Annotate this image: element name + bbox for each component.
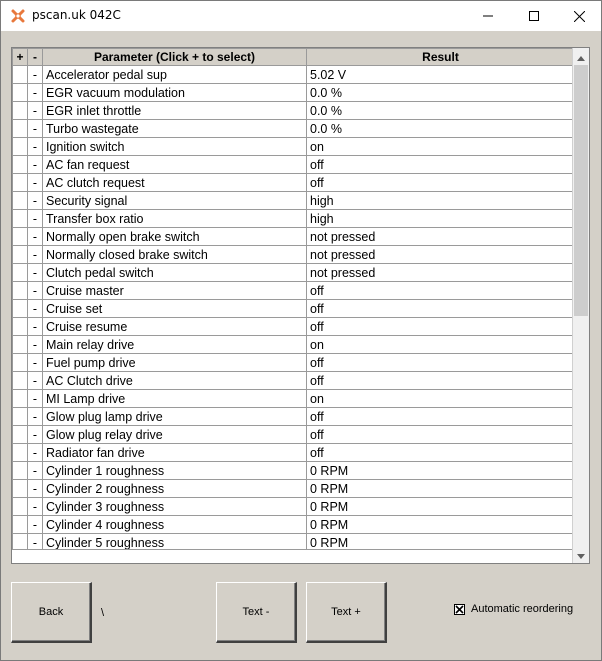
minus-cell[interactable]: - (28, 318, 43, 336)
plus-cell[interactable] (13, 336, 28, 354)
plus-cell[interactable] (13, 210, 28, 228)
table-row[interactable] (13, 174, 575, 192)
parameter-cell: Cruise set (43, 300, 307, 318)
table-row[interactable] (13, 462, 575, 480)
checkbox-x-icon (455, 605, 464, 614)
maximize-button[interactable] (511, 1, 557, 31)
header-parameter[interactable]: Parameter (Click + to select) (43, 49, 307, 66)
result-cell: 0.0 % (307, 120, 575, 138)
parameter-cell: AC fan request (43, 156, 307, 174)
table-row[interactable] (13, 444, 575, 462)
minus-cell[interactable]: - (28, 372, 43, 390)
automatic-reordering-checkbox[interactable] (454, 604, 465, 615)
window-title: pscan.uk 042C (32, 8, 121, 22)
result-cell: off (307, 156, 575, 174)
plus-cell[interactable] (13, 462, 28, 480)
text-plus-button[interactable]: Text + (306, 582, 387, 643)
result-cell: off (307, 408, 575, 426)
result-cell: 0 RPM (307, 534, 575, 552)
result-cell: off (307, 300, 575, 318)
plus-cell[interactable] (13, 318, 28, 336)
scroll-up-icon (577, 48, 585, 66)
plus-cell[interactable] (13, 516, 28, 534)
parameter-cell: Radiator fan drive (43, 444, 307, 462)
table-row[interactable] (13, 264, 575, 282)
parameter-cell: AC clutch request (43, 174, 307, 192)
minimize-button[interactable] (465, 1, 511, 31)
vertical-scrollbar[interactable] (572, 48, 589, 563)
result-cell: on (307, 336, 575, 354)
parameter-table (12, 48, 575, 552)
table-row[interactable] (13, 516, 575, 534)
header-minus[interactable]: - (28, 49, 43, 66)
plus-cell[interactable] (13, 390, 28, 408)
parameter-cell: Normally closed brake switch (43, 246, 307, 264)
table-row[interactable] (13, 84, 575, 102)
result-cell: 0 RPM (307, 480, 575, 498)
scroll-up-button[interactable] (573, 48, 589, 65)
minus-cell[interactable]: - (28, 138, 43, 156)
table-row[interactable] (13, 246, 575, 264)
back-button[interactable]: Back (11, 582, 92, 643)
minimize-icon (483, 11, 493, 21)
minus-cell[interactable]: - (28, 264, 43, 282)
minus-cell[interactable]: - (28, 282, 43, 300)
table-row[interactable] (13, 66, 575, 84)
minus-cell[interactable]: - (28, 210, 43, 228)
parameter-cell: EGR vacuum modulation (43, 84, 307, 102)
result-cell: not pressed (307, 228, 575, 246)
minus-cell[interactable]: - (28, 408, 43, 426)
plus-cell[interactable] (13, 84, 28, 102)
close-button[interactable] (556, 1, 602, 31)
maximize-icon (529, 11, 539, 21)
plus-cell[interactable] (13, 138, 28, 156)
table-row[interactable] (13, 102, 575, 120)
parameter-cell: Fuel pump drive (43, 354, 307, 372)
result-cell: 0.0 % (307, 84, 575, 102)
table-row[interactable] (13, 498, 575, 516)
grid-footer-strip (12, 549, 574, 563)
table-row[interactable] (13, 156, 575, 174)
result-cell: off (307, 318, 575, 336)
table-row[interactable] (13, 138, 575, 156)
plus-cell[interactable] (13, 480, 28, 498)
table-row[interactable] (13, 120, 575, 138)
minus-cell[interactable]: - (28, 462, 43, 480)
result-cell: off (307, 426, 575, 444)
minus-cell[interactable]: - (28, 480, 43, 498)
parameter-cell: Cylinder 1 roughness (43, 462, 307, 480)
scroll-down-icon (577, 546, 585, 564)
plus-cell[interactable] (13, 228, 28, 246)
parameter-grid (11, 47, 590, 564)
text-minus-button[interactable]: Text - (216, 582, 297, 643)
result-cell: 0 RPM (307, 462, 575, 480)
plus-cell[interactable] (13, 444, 28, 462)
plus-cell[interactable] (13, 300, 28, 318)
plus-cell[interactable] (13, 282, 28, 300)
status-separator: \ (101, 607, 105, 619)
table-row[interactable] (13, 372, 575, 390)
result-cell: off (307, 354, 575, 372)
header-plus[interactable]: + (13, 49, 28, 66)
minus-cell[interactable]: - (28, 66, 43, 84)
parameter-cell: Glow plug relay drive (43, 426, 307, 444)
table-row[interactable] (13, 300, 575, 318)
parameter-cell: MI Lamp drive (43, 390, 307, 408)
parameter-cell: AC Clutch drive (43, 372, 307, 390)
minus-cell[interactable]: - (28, 120, 43, 138)
minus-cell[interactable]: - (28, 336, 43, 354)
automatic-reordering-option[interactable] (454, 603, 573, 615)
parameter-cell: Cylinder 3 roughness (43, 498, 307, 516)
parameter-cell: Cylinder 4 roughness (43, 516, 307, 534)
plus-cell[interactable] (13, 426, 28, 444)
parameter-cell: Normally open brake switch (43, 228, 307, 246)
minus-cell[interactable]: - (28, 426, 43, 444)
result-cell: 0 RPM (307, 516, 575, 534)
result-cell: 0.0 % (307, 102, 575, 120)
plus-cell[interactable] (13, 246, 28, 264)
result-cell: off (307, 372, 575, 390)
table-row[interactable] (13, 318, 575, 336)
minus-cell[interactable]: - (28, 390, 43, 408)
table-row[interactable] (13, 426, 575, 444)
result-cell: not pressed (307, 264, 575, 282)
minus-cell[interactable]: - (28, 498, 43, 516)
plus-cell[interactable] (13, 156, 28, 174)
minus-cell[interactable]: - (28, 444, 43, 462)
plus-cell[interactable] (13, 408, 28, 426)
parameter-cell: Cruise master (43, 282, 307, 300)
minus-cell[interactable]: - (28, 354, 43, 372)
parameter-cell: Main relay drive (43, 336, 307, 354)
close-icon (574, 11, 585, 22)
parameter-cell: Security signal (43, 192, 307, 210)
plus-cell[interactable] (13, 372, 28, 390)
table-row[interactable] (13, 192, 575, 210)
parameter-cell: Turbo wastegate (43, 120, 307, 138)
table-row[interactable] (13, 408, 575, 426)
plus-cell[interactable] (13, 354, 28, 372)
plus-cell[interactable] (13, 102, 28, 120)
parameter-cell: Cylinder 5 roughness (43, 534, 307, 552)
parameter-cell: EGR inlet throttle (43, 102, 307, 120)
result-cell: 5.02 V (307, 66, 575, 84)
parameter-cell: Clutch pedal switch (43, 264, 307, 282)
result-cell: off (307, 282, 575, 300)
minus-cell[interactable]: - (28, 534, 43, 552)
header-result[interactable]: Result (307, 49, 575, 66)
plus-cell[interactable] (13, 174, 28, 192)
plus-cell[interactable] (13, 66, 28, 84)
minus-cell[interactable]: - (28, 156, 43, 174)
minus-cell[interactable]: - (28, 84, 43, 102)
minus-cell[interactable]: - (28, 516, 43, 534)
pscan-app-icon (10, 8, 26, 24)
plus-cell[interactable] (13, 498, 28, 516)
result-cell: high (307, 210, 575, 228)
parameter-cell: Transfer box ratio (43, 210, 307, 228)
result-cell: off (307, 444, 575, 462)
minus-cell[interactable]: - (28, 246, 43, 264)
table-row[interactable] (13, 282, 575, 300)
plus-cell[interactable] (13, 120, 28, 138)
result-cell: not pressed (307, 246, 575, 264)
table-row[interactable] (13, 480, 575, 498)
grid-header-row (13, 49, 575, 66)
minus-cell[interactable]: - (28, 300, 43, 318)
table-row[interactable] (13, 210, 575, 228)
minus-cell[interactable]: - (28, 228, 43, 246)
plus-cell[interactable] (13, 264, 28, 282)
parameter-cell: Ignition switch (43, 138, 307, 156)
table-row[interactable] (13, 336, 575, 354)
minus-cell[interactable]: - (28, 174, 43, 192)
grid-body (13, 66, 575, 552)
table-row[interactable] (13, 354, 575, 372)
result-cell: on (307, 390, 575, 408)
scroll-down-button[interactable] (573, 546, 589, 563)
parameter-cell: Accelerator pedal sup (43, 66, 307, 84)
result-cell: off (307, 174, 575, 192)
minus-cell[interactable]: - (28, 102, 43, 120)
parameter-cell: Cruise resume (43, 318, 307, 336)
automatic-reordering-label: Automatic reordering (471, 603, 574, 615)
scroll-thumb[interactable] (574, 65, 588, 316)
parameter-cell: Cylinder 2 roughness (43, 480, 307, 498)
plus-cell[interactable] (13, 192, 28, 210)
result-cell: high (307, 192, 575, 210)
parameter-cell: Glow plug lamp drive (43, 408, 307, 426)
title-bar (1, 1, 601, 31)
minus-cell[interactable]: - (28, 192, 43, 210)
result-cell: 0 RPM (307, 498, 575, 516)
table-row[interactable] (13, 390, 575, 408)
table-row[interactable] (13, 228, 575, 246)
result-cell: on (307, 138, 575, 156)
